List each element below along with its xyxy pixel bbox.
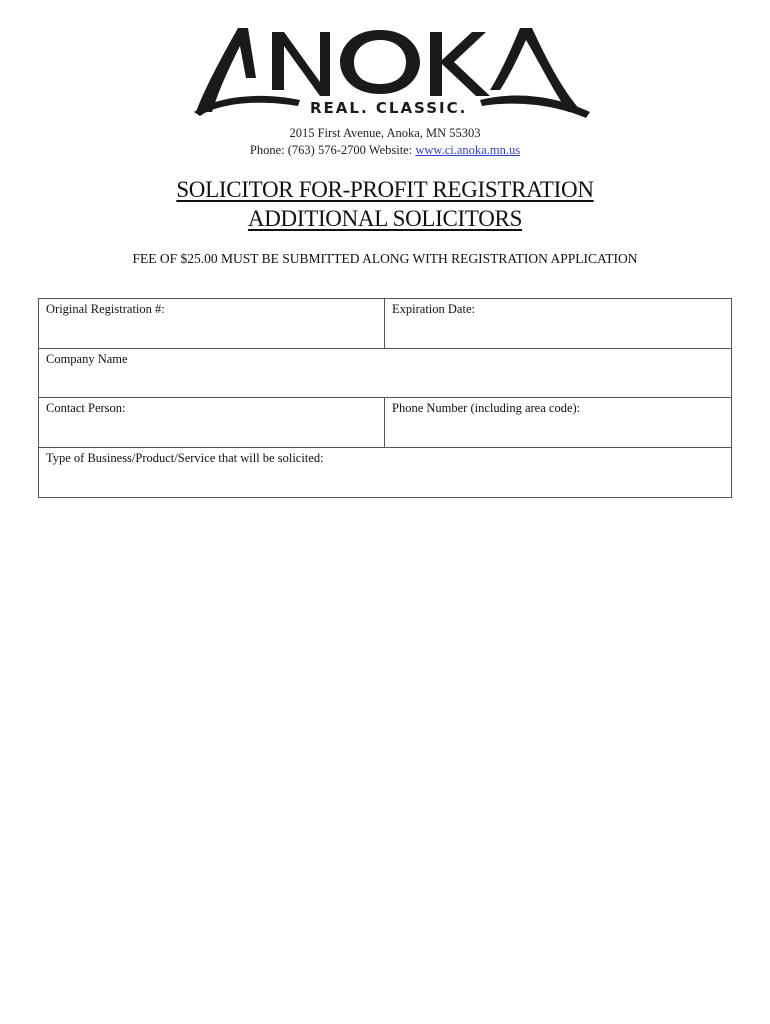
fee-notice: FEE OF $25.00 MUST BE SUBMITTED ALONG WITH REGISTRATION APPLICATION [132, 251, 638, 266]
expiration-date-label: Expiration Date: [392, 302, 475, 316]
business-type-field[interactable] [39, 448, 731, 498]
form-row-registration [39, 299, 731, 349]
original-registration-label: Original Registration #: [46, 302, 165, 316]
website-link[interactable]: www.ci.anoka.mn.us [415, 143, 521, 157]
page-subtitle: ADDITIONAL SOLICITORS [247, 206, 523, 231]
phone-number-field[interactable] [385, 398, 731, 447]
business-type-label: Type of Business/Product/Service that will be solicited: [46, 450, 324, 465]
address-contact [0, 143, 770, 158]
address-street: 2015 First Avenue, Anoka, MN 55303 [289, 126, 481, 140]
form-row-company [39, 349, 731, 399]
anoka-logo-graphic [190, 20, 595, 120]
phone-number-label: Phone Number (including area code): [392, 401, 581, 415]
contact-person-label: Contact Person: [46, 401, 126, 415]
original-registration-field[interactable] [39, 299, 385, 348]
form-row-business [39, 448, 731, 498]
phone-label: Phone: (763) 576-2700 Website: [249, 143, 416, 157]
logo-tagline: REAL. CLASSIC. [310, 99, 468, 117]
page-title: SOLICITOR FOR-PROFIT REGISTRATION [176, 177, 594, 202]
company-name-field[interactable] [39, 349, 731, 398]
expiration-date-field[interactable] [385, 299, 731, 348]
registration-form [38, 298, 732, 498]
anoka-logo [190, 20, 595, 120]
form-row-contact [39, 398, 731, 448]
company-name-label: Company Name [46, 351, 128, 366]
contact-person-field[interactable] [39, 398, 385, 447]
